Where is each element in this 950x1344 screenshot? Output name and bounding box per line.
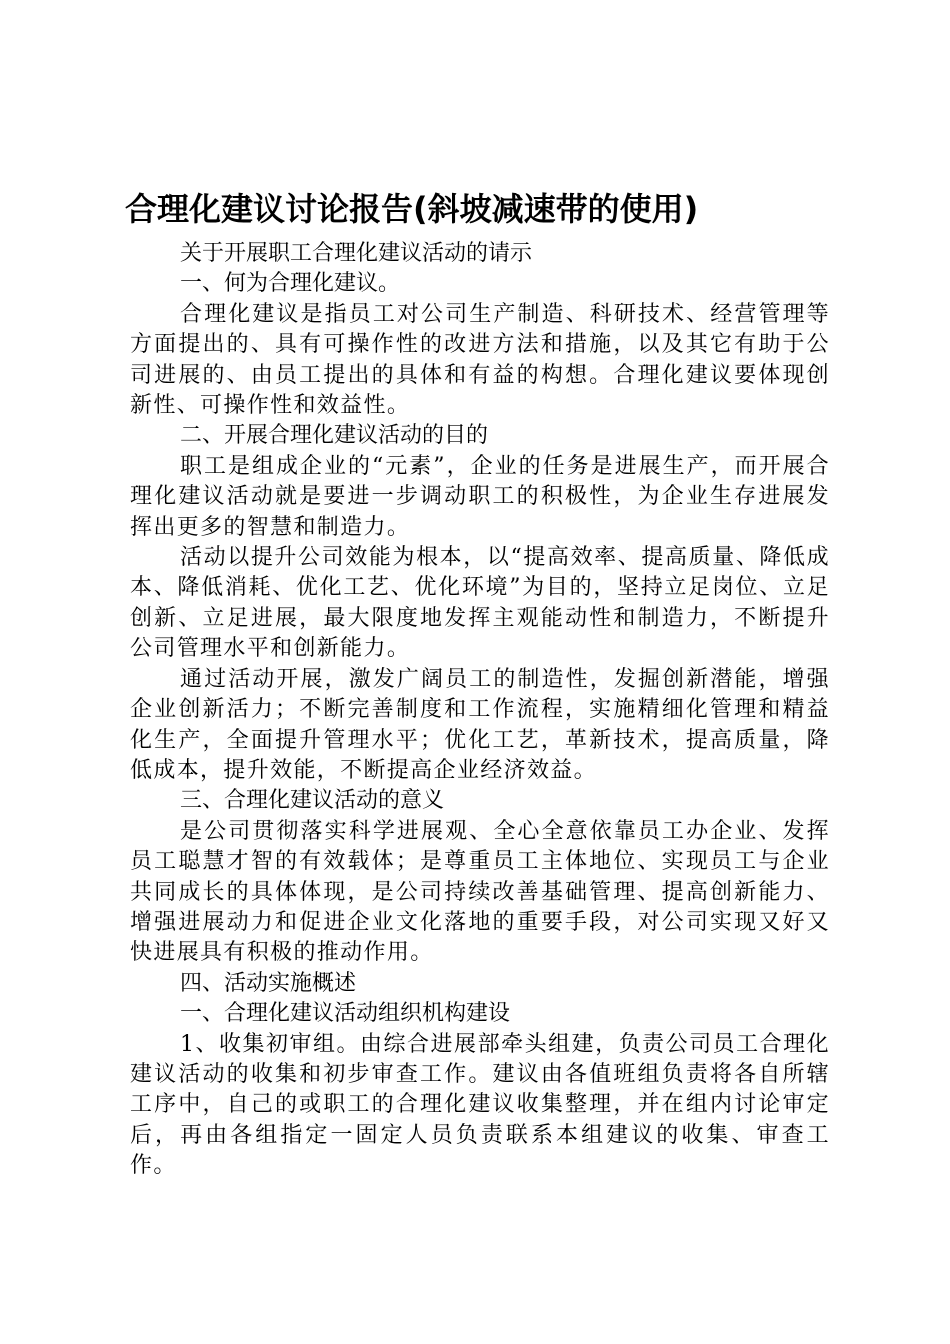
paragraph-collection-group: 1、收集初审组。由综合进展部牵头组建，负责公司员工合理化建议活动的收集和初步审查工作。建议由各值班组负责将各自所辖工序中，自己的或职工的合理化建议收集整理，并在组内讨论审定后，再由各组指定一固定人员负责联系本组建议的收集、审查工作。 [130,1031,830,1179]
paragraph-purpose-2: 活动以提升公司效能为根本，以“提高效率、提高质量、降低成本、降低消耗、优化工艺、优化环境”为目的，坚持立足岗位、立足创新、立足进展，最大限度地发挥主观能动性和制造力，不断提升公司管理水平和创新能力。 [130,545,830,662]
section-heading-4: 四、活动实施概述 [180,970,357,996]
paragraph-definition: 合理化建议是指员工对公司生产制造、科研技术、经营管理等方面提出的、具有可操作性的改进方法和措施，以及其它有助于公司进展的、由员工提出的具体和有益的构想。合理化建议要体现创新性、可操作性和效益性。 [130,301,830,419]
paragraph-purpose-3: 通过活动开展，激发广阔员工的制造性，发掘创新潜能，增强企业创新活力；不断完善制度和工作流程，实施精细化管理和精益化生产，全面提升管理水平；优化工艺，革新技术，提高质量，降低成本，提升效能，不断提高企业经济效益。 [130,666,830,783]
section-heading-3: 三、合理化建议活动的意义 [180,788,445,814]
subtitle-line: 关于开展职工合理化建议活动的请示 [180,241,533,266]
subsection-heading-1: 一、合理化建议活动组织机构建设 [180,1001,511,1027]
section-heading-1: 一、何为合理化建议。 [180,271,401,297]
paragraph-significance: 是公司贯彻落实科学进展观、全心全意依靠员工办企业、发挥员工聪慧才智的有效载体；是尊重员工主体地位、实现员工与企业共同成长的具体体现，是公司持续改善基础管理、提高创新能力、增强进展动力和促进企业文化落地的重要手段，对公司实现又好又快进展具有积极的推动作用。 [130,818,830,966]
document-title: 合理化建议讨论报告(斜坡减速带的使用) [125,190,699,228]
paragraph-purpose-1: 职工是组成企业的“元素”，企业的任务是进展生产，而开展合理化建议活动就是要进一步调动职工的积极性，为企业生存进展发挥出更多的智慧和制造力。 [130,453,830,540]
section-heading-2: 二、开展合理化建议活动的目的 [180,423,489,449]
document-page [125,185,830,1182]
